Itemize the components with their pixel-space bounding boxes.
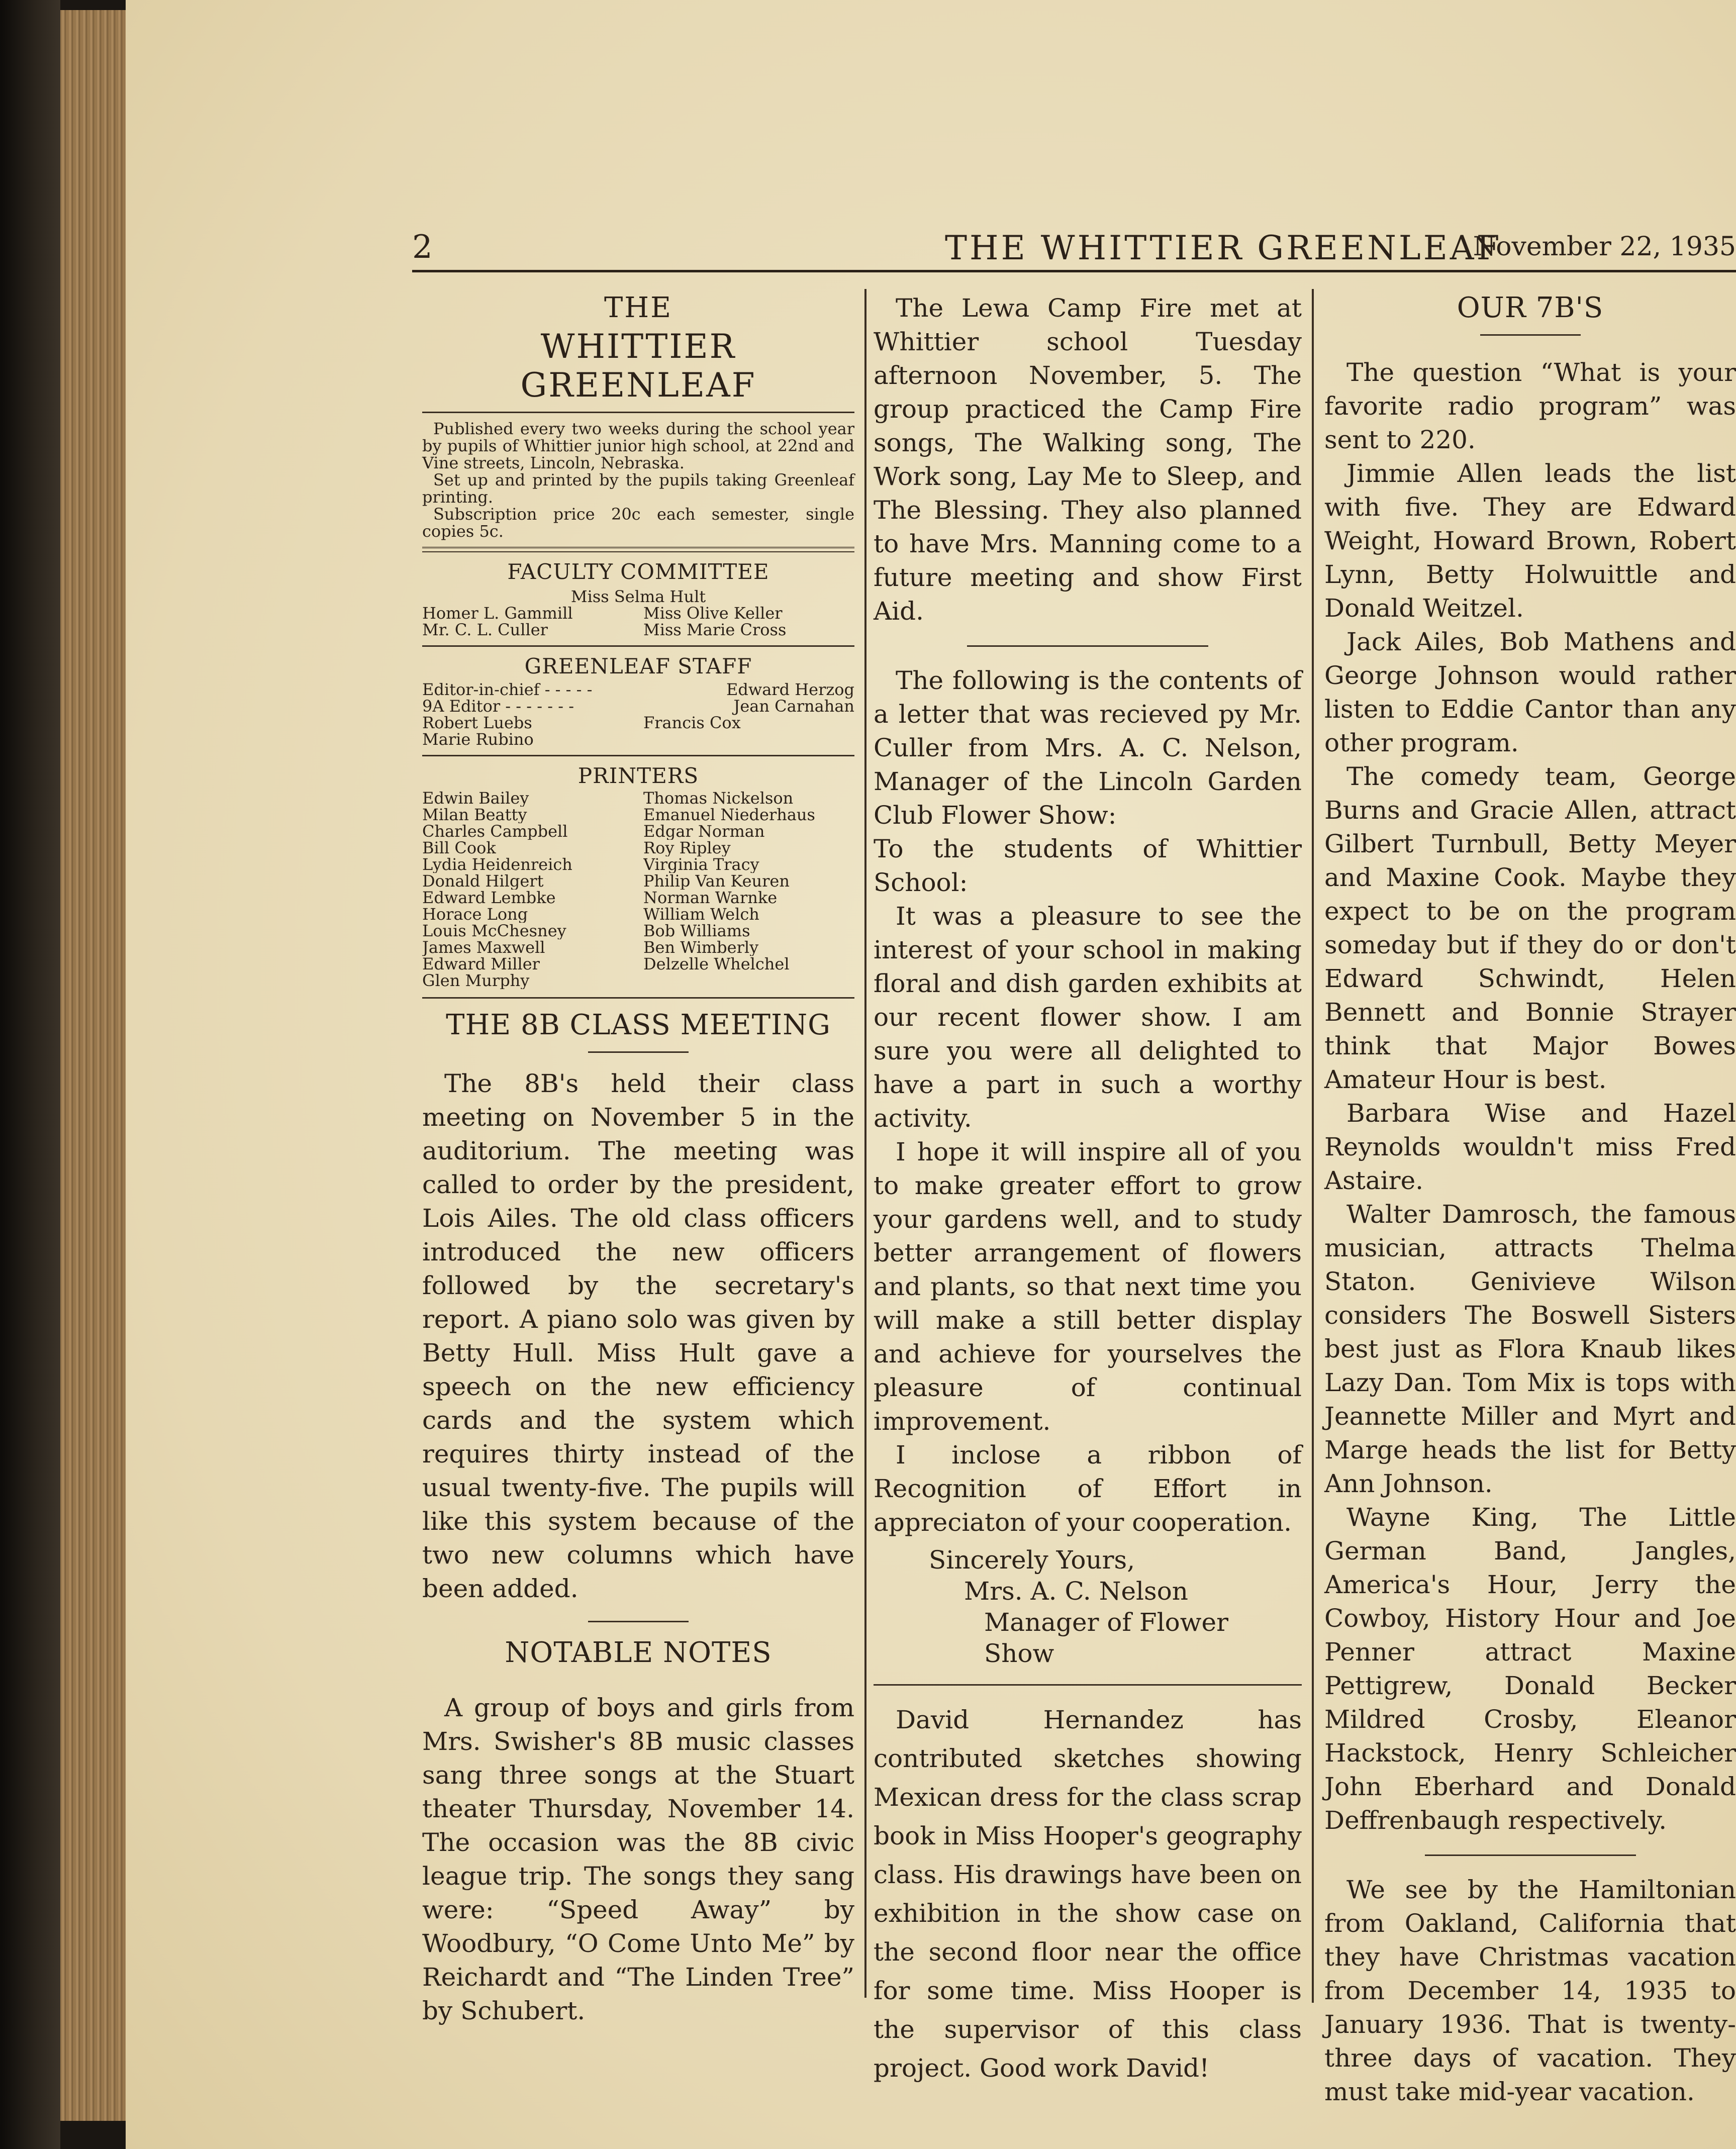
notable-notes-article: A group of boys and girls from Mrs. Swisher's 8B music classes sang three songs at the Stuart theater Thursday, November 14. The occasion was the 8B civic league trip. The songs they sang were: “Speed Away” by Woodbury, “O Come Unto Me” by Reichardt and “The Linden Tree” by Schubert. bbox=[422, 1693, 854, 2025]
issue-date: November 22, 1935 bbox=[1473, 232, 1736, 262]
staff-member: Francis Cox bbox=[643, 715, 741, 731]
hamiltonian-article: We see by the Hamiltonian from Oakland, California that they have Christmas vacation from December 14, 1935 to January 1936. That is twenty-three days of vacation. They must take mid-year vacation. bbox=[1324, 1875, 1736, 2106]
newspaper-page bbox=[126, 0, 1736, 2149]
staff-member bbox=[643, 731, 854, 748]
printer-name: Delzelle Whelchel bbox=[643, 956, 790, 972]
faculty-lead: Miss Selma Hult bbox=[570, 587, 706, 606]
letter-salutation: To the students of Whittier School: bbox=[874, 834, 1302, 897]
divider bbox=[1425, 1854, 1636, 1856]
staff-name: Jean Carnahan bbox=[733, 697, 854, 716]
printer-name: Emanuel Niederhaus bbox=[643, 807, 815, 823]
column-1 bbox=[422, 291, 854, 2028]
printer-name: Thomas Nickelson bbox=[643, 790, 794, 807]
staff-role: Editor-in-chief - - - - - bbox=[422, 680, 593, 699]
letter-signer-title: Manager of Flower Show bbox=[984, 1608, 1228, 1668]
7b-paragraph: Barbara Wise and Hazel Reynolds wouldn't miss Fred Astaire. bbox=[1324, 1099, 1736, 1195]
7b-paragraph: Jimmie Allen leads the list with five. They are Edward Weight, Howard Brown, Robert Lynn, Betty Holwuittle and Donald Weitzel. bbox=[1324, 459, 1736, 623]
class-meeting-heading: THE 8B CLASS MEETING bbox=[446, 1009, 831, 1041]
staff-member: Robert Luebs bbox=[422, 715, 532, 731]
staff-heading: GREENLEAF STAFF bbox=[524, 654, 752, 678]
divider bbox=[422, 412, 854, 413]
faculty-member: Homer L. Gammill bbox=[422, 605, 573, 622]
nameplate-line2: WHITTIER GREENLEAF bbox=[520, 327, 756, 405]
david-article: David Hernandez has contributed sketches showing Mexican dress for the class scrap book in Miss Hooper's geography class. His drawings have been on exhibition in the show case on the second floor near the office for some time. Miss Hooper is the supervisor of this class project. Good work David! bbox=[874, 1705, 1302, 2083]
staff-editor-row bbox=[422, 681, 854, 698]
printer-name: James Maxwell bbox=[422, 939, 545, 956]
printer-name: Edward Lembke bbox=[422, 890, 556, 906]
printing-notice: Set up and printed by the pupils taking Greenleaf printing. bbox=[422, 470, 854, 507]
printer-name: Norman Warnke bbox=[643, 890, 778, 906]
7b-paragraph: The comedy team, George Burns and Gracie Allen, attract Gilbert Turnbull, Betty Meyer and Maxine Cook. Maybe they expect to be on the program someday but if they do or don't Edward Schwindt, Helen Bennett and Bonnie Strayer think that Major Bowes Amateur Hour is best. bbox=[1324, 762, 1736, 1094]
printer-name: Ben Wimberly bbox=[643, 939, 759, 956]
printer-name: Glen Murphy bbox=[422, 972, 530, 989]
printer-name: Milan Beatty bbox=[422, 807, 527, 823]
nameplate-line1: THE bbox=[604, 291, 673, 324]
double-divider bbox=[422, 547, 854, 552]
short-rule bbox=[588, 1621, 689, 1622]
staff-member: Marie Rubino bbox=[422, 731, 534, 748]
staff-list bbox=[422, 715, 854, 748]
printers-heading: PRINTERS bbox=[577, 763, 699, 788]
staff-9a-row bbox=[422, 698, 854, 715]
staff-name: Edward Herzog bbox=[726, 680, 854, 699]
masthead bbox=[412, 229, 1736, 274]
faculty-member: Mr. C. L. Culler bbox=[422, 622, 548, 638]
printer-name bbox=[643, 972, 854, 989]
short-rule bbox=[1480, 334, 1581, 336]
printer-name: Philip Van Keuren bbox=[643, 873, 790, 890]
faculty-member: Miss Olive Keller bbox=[643, 605, 783, 622]
page-edges bbox=[60, 10, 136, 2121]
faculty-member: Miss Marie Cross bbox=[643, 622, 787, 638]
printer-name: Bill Cook bbox=[422, 840, 496, 856]
divider bbox=[874, 1684, 1302, 1686]
short-rule bbox=[588, 1051, 689, 1053]
divider bbox=[422, 645, 854, 647]
book-spine bbox=[0, 0, 60, 2149]
page-number: 2 bbox=[412, 229, 433, 266]
letter-intro: The following is the contents of a letter that was recieved py Mr. Culler from Mrs. A. C. Nelson, Manager of the Lincoln Garden Club Flower Show: bbox=[874, 666, 1302, 830]
subscription-notice: Subscription price 20c each semester, single copies 5c. bbox=[422, 505, 854, 541]
letter-paragraph: I inclose a ribbon of Recognition of Effort in appreciaton of your cooperation. bbox=[874, 1440, 1302, 1537]
masthead-title: THE WHITTIER GREENLEAF bbox=[945, 229, 1502, 267]
printers-list bbox=[422, 790, 854, 989]
printer-name: Virginia Tracy bbox=[643, 856, 759, 873]
notable-notes-heading: NOTABLE NOTES bbox=[505, 1636, 772, 1669]
class-meeting-article: The 8B's held their class meeting on November 5 in the auditorium. The meeting was called to order by the president, Lois Ailes. The old class officers introduced the new officers followed by the secretary's report. A piano solo was given by Betty Hull. Miss Hult gave a speech on the new efficiency cards and the system which requires thirty instead of the usual twenty-five. The pupils will like this system because of the two new columns which have been added. bbox=[422, 1069, 854, 1603]
printer-name: Edward Miller bbox=[422, 956, 540, 972]
letter-closing: Sincerely Yours, bbox=[929, 1545, 1135, 1575]
printer-name: Donald Hilgert bbox=[422, 873, 544, 890]
column-3 bbox=[1324, 291, 1736, 2109]
7b-paragraph: Wayne King, The Little German Band, Jangles, America's Hour, Jerry the Cowboy, History Hour and Joe Penner attract Maxine Pettigrew, Donald Becker Mildred Crosby, Eleanor Hackstock, Henry Schleicher John Eberhard and Donald Deffrenbaugh respectively. bbox=[1324, 1503, 1736, 1835]
printer-name: William Welch bbox=[643, 906, 759, 923]
printer-name: Roy Ripley bbox=[643, 840, 731, 856]
printer-name: Horace Long bbox=[422, 906, 528, 923]
7b-paragraph: The question “What is your favorite radio program” was sent to 220. bbox=[1324, 358, 1736, 454]
column-divider bbox=[1312, 289, 1314, 2003]
column-divider bbox=[864, 289, 866, 1998]
divider bbox=[422, 997, 854, 999]
printer-name: Edwin Bailey bbox=[422, 790, 529, 807]
printer-name: Louis McChesney bbox=[422, 923, 566, 939]
printer-name: Bob Williams bbox=[643, 923, 750, 939]
letter-signature: Mrs. A. C. Nelson bbox=[964, 1577, 1188, 1606]
faculty-list bbox=[422, 605, 854, 638]
7b-paragraph: Walter Damrosch, the famous musician, attracts Thelma Staton. Genivieve Wilson considers The Boswell Sisters best just as Flora Knaub likes Lazy Dan. Tom Mix is tops with Jeannette Miller and Myrt and Marge heads the list for Betty Ann Johnson. bbox=[1324, 1200, 1736, 1498]
column-2 bbox=[874, 291, 1302, 2088]
faculty-heading: FACULTY COMMITTEE bbox=[507, 559, 769, 584]
7b-heading: OUR 7B'S bbox=[1457, 291, 1604, 324]
campfire-article: The Lewa Camp Fire met at Whittier school Tuesday afternoon November, 5. The group practiced the Camp Fire songs, The Walking song, The Work song, Lay Me to Sleep, and The Blessing. They also planned to have Mrs. Manning come to a future meeting and show First Aid. bbox=[874, 294, 1302, 626]
divider bbox=[967, 645, 1208, 647]
staff-role: 9A Editor - - - - - - - bbox=[422, 697, 574, 716]
7b-paragraph: Jack Ailes, Bob Mathens and George Johnson would rather listen to Eddie Cantor than any other program. bbox=[1324, 627, 1736, 757]
publication-notice: Published every two weeks during the school year by pupils of Whittier junior high school, at 22nd and Vine streets, Lincoln, Nebraska. bbox=[422, 419, 854, 472]
divider bbox=[422, 755, 854, 756]
printer-name: Charles Campbell bbox=[422, 823, 568, 840]
printer-name: Lydia Heidenreich bbox=[422, 856, 572, 873]
letter-paragraph: I hope it will inspire all of you to make greater effort to grow your gardens well, and to study better arrangement of flowers and plants, so that next time you will make a still better display and achieve for yourselves the pleasure of continual improvement. bbox=[874, 1137, 1302, 1436]
masthead-rule bbox=[412, 270, 1736, 272]
letter-paragraph: It was a pleasure to see the interest of your school in making floral and dish garden exhibits at our recent flower show. I am sure you were all delighted to have a part in such a worthy activity. bbox=[874, 902, 1302, 1133]
printer-name: Edgar Norman bbox=[643, 823, 765, 840]
